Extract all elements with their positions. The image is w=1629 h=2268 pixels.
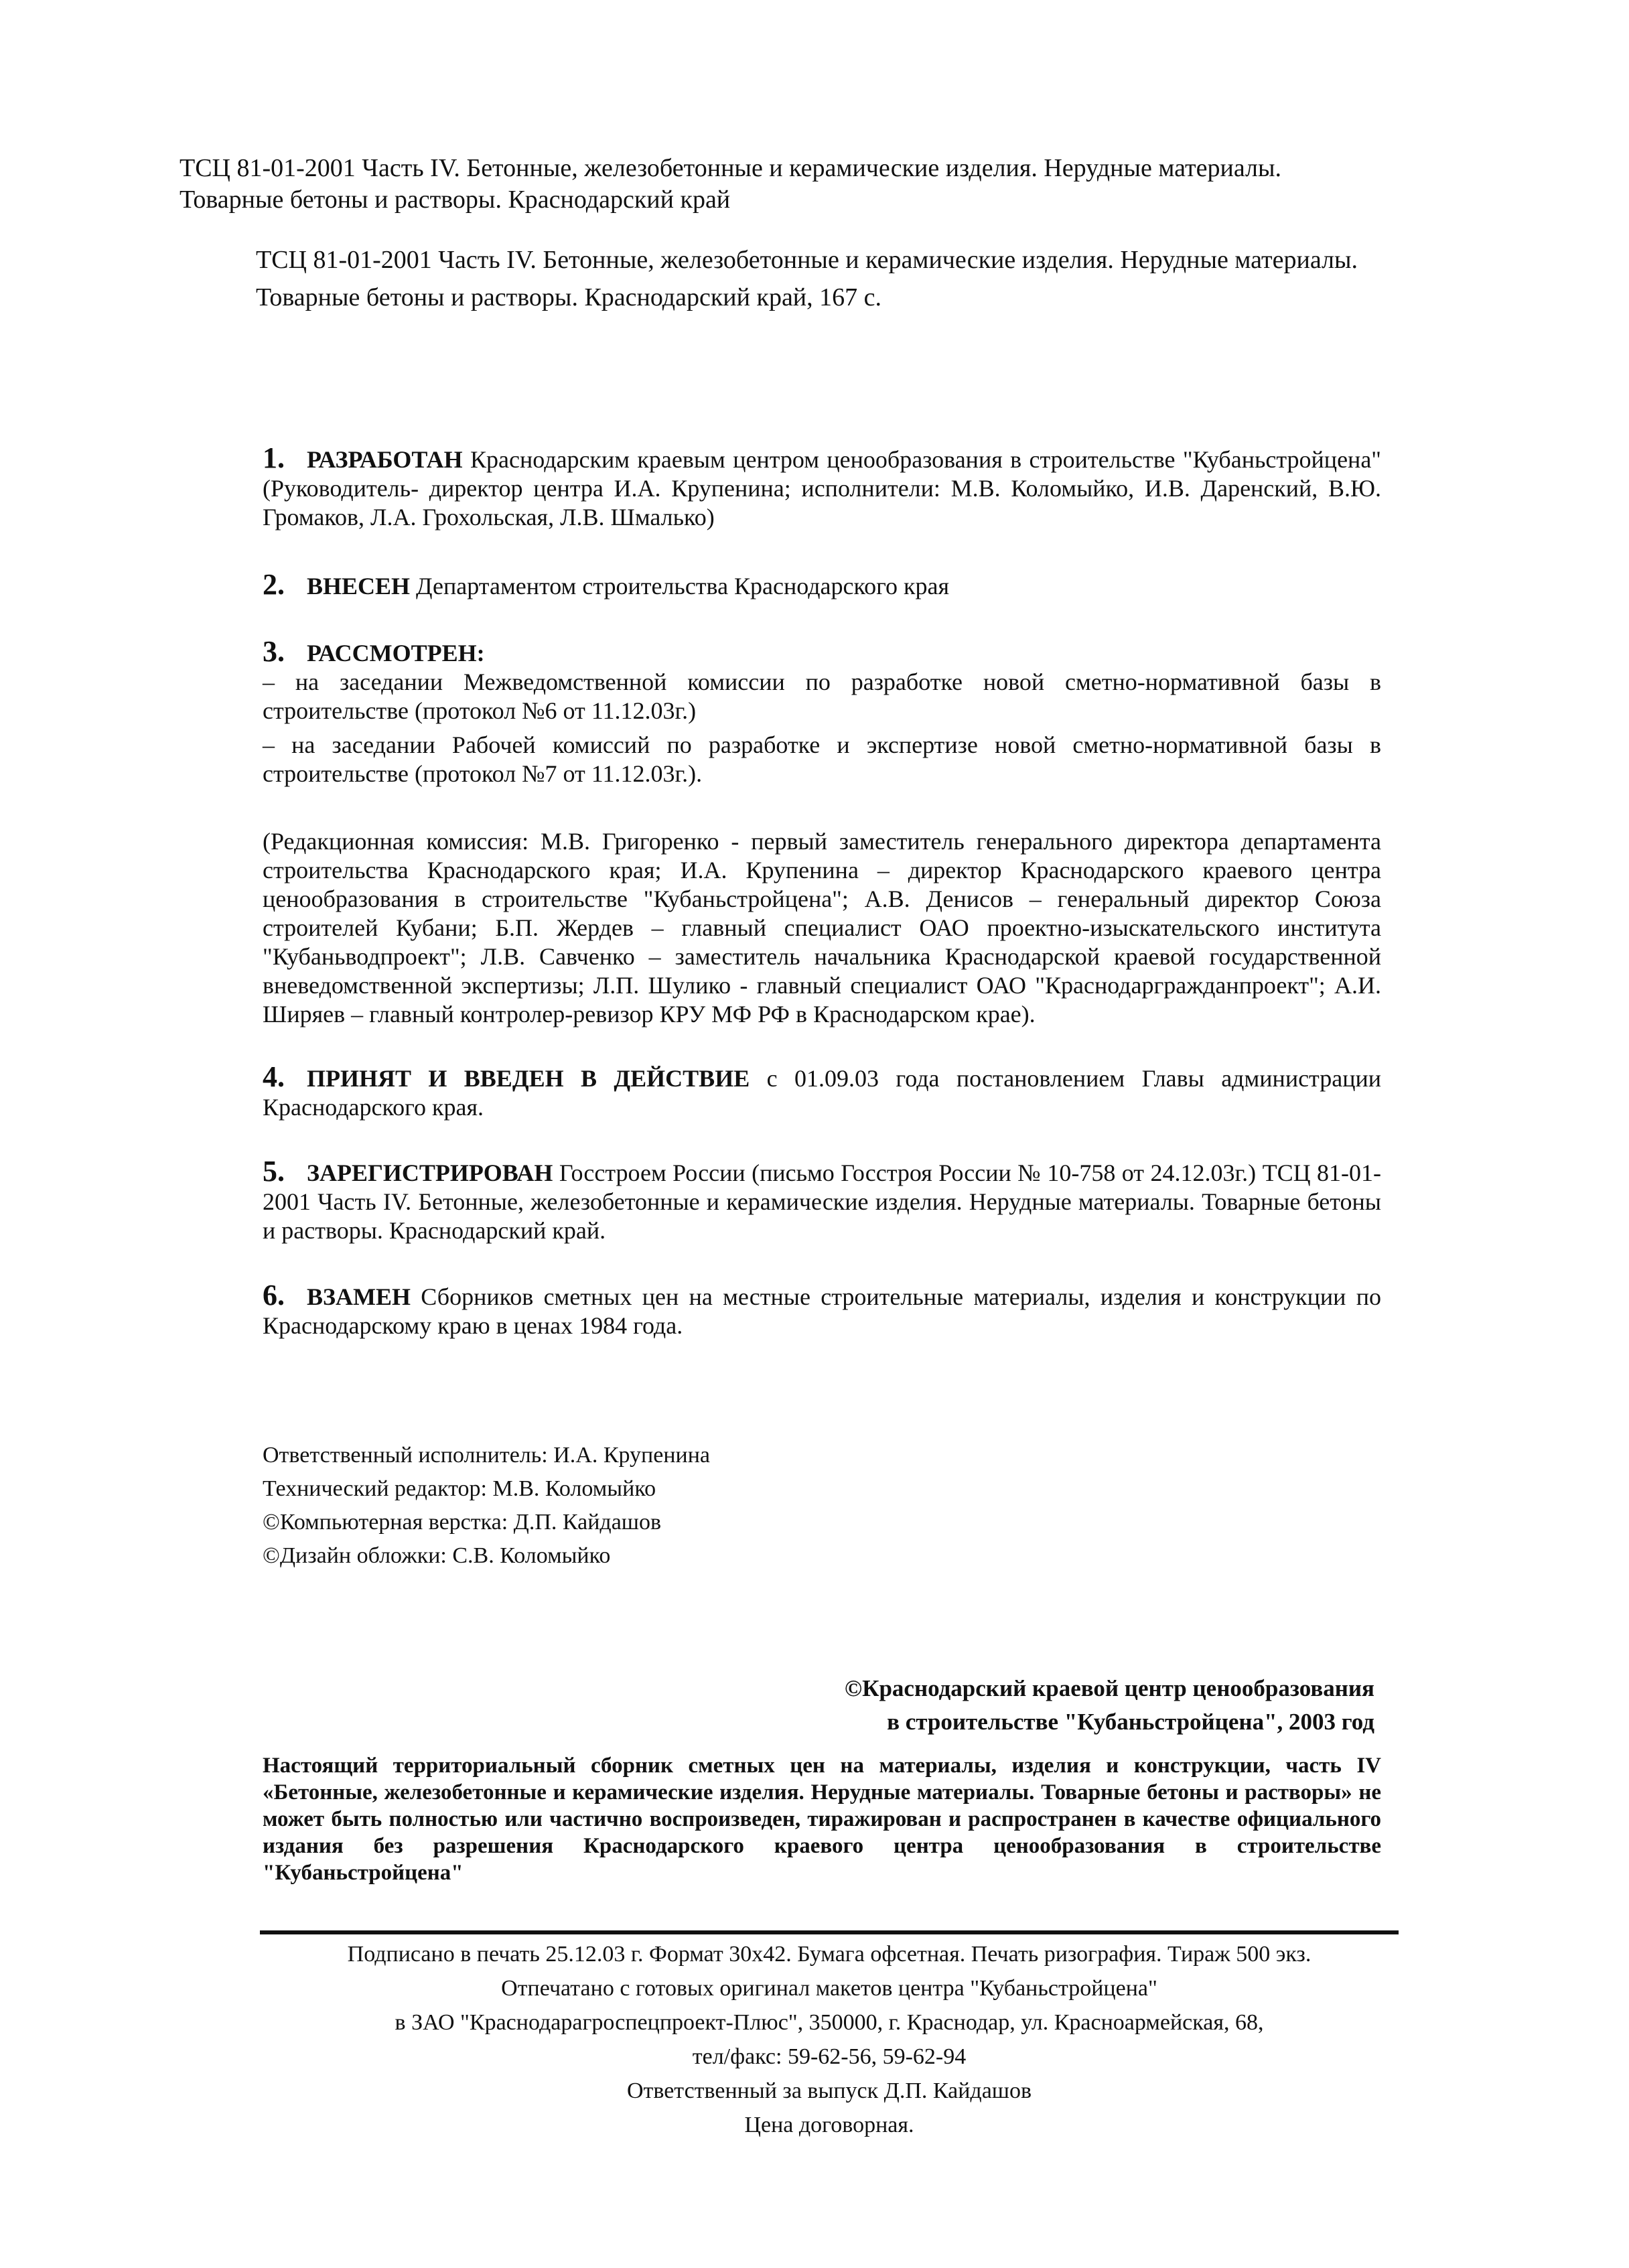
credit-line: ©Компьютерная верстка: Д.П. Кайдашов — [263, 1510, 662, 1535]
section-submitted — [263, 570, 1381, 601]
section-registered — [263, 1157, 1381, 1245]
running-header — [180, 153, 1492, 216]
section-adopted — [263, 1062, 1381, 1122]
section-text: Департаментом строительства Краснодарского края — [410, 573, 950, 599]
section-number: 5. — [263, 1155, 285, 1188]
imprint-line: Подписано в печать 25.12.03 г. Формат 30х42. Бумага офсетная. Печать ризография. Тираж 500 экз. — [347, 1942, 1312, 1967]
section-number: 3. — [263, 635, 285, 668]
section-keyword: ВЗАМЕН — [307, 1283, 411, 1310]
copyright-block — [845, 1672, 1374, 1739]
section-number: 6. — [263, 1279, 285, 1312]
section-number: 4. — [263, 1060, 285, 1093]
imprint-line: Ответственный за выпуск Д.П. Кайдашов — [626, 2078, 1032, 2103]
credit-line: Технический редактор: М.В. Коломыйко — [263, 1476, 656, 1501]
section-text: с 01.09.03 года постановлением Главы администрации Краснодарского края. — [263, 1065, 1382, 1121]
copyright-line-1: ©Краснодарский краевой центр ценообразования — [844, 1675, 1374, 1701]
biblio-line-2: Товарные бетоны и растворы. Краснодарский край, 167 с. — [256, 283, 882, 311]
imprint-line: в ЗАО "Краснодарагроспецпроект-Плюс", 350000, г. Краснодар, ул. Красноармейская, 68, — [395, 2010, 1264, 2035]
section-keyword: РАЗРАБОТАН — [307, 446, 463, 473]
imprint-line: тел/факс: 59-62-56, 59-62-94 — [692, 2044, 967, 2069]
copyright-line-2: в строительстве "Кубаньстройцена", 2003 год — [887, 1709, 1374, 1735]
reproduction-notice: Настоящий территориальный сборник сметных цен на материалы, изделия и конструкции, часть IV «Бетонные, железобетонные и керамические изделия. Нерудные материалы. Товарные бетоны и растворы» не может быть полностью или частично воспроизведен, тиражирован и распространен в качестве официального издания без разрешения Краснодарского краевого центра ценообразования в строительстве "Кубаньстройцена" — [263, 1754, 1381, 1885]
section-developed — [263, 443, 1381, 532]
credit-line: Ответственный исполнитель: И.А. Крупенина — [263, 1443, 711, 1468]
section-replaces — [263, 1281, 1381, 1340]
section-text: Госстроем России (письмо Госстроя России № 10-758 от 24.12.03г.) ТСЦ 81-01-2001 Часть IV. Бетонные, железобетонные и керамические изделия. Нерудные материалы. Товарные бетоны и растворы. Краснодарский край. — [263, 1159, 1381, 1244]
divider-rule — [260, 1930, 1399, 1934]
header-line-1: ТСЦ 81-01-2001 Часть IV. Бетонные, железобетонные и керамические изделия. Нерудные материалы. — [180, 154, 1282, 182]
section-text: Сборников сметных цен на местные строительные материалы, изделия и конструкции по Краснодарскому краю в ценах 1984 года. — [263, 1283, 1381, 1339]
section-number: 2. — [263, 568, 285, 601]
section-reviewed — [263, 637, 1381, 794]
section-keyword: ПРИНЯТ И ВВЕДЕН В ДЕЙСТВИЕ — [307, 1065, 750, 1092]
section-keyword: ВНЕСЕН — [307, 573, 411, 599]
section-keyword: РАССМОТРЕН: — [307, 640, 485, 666]
header-line-2: Товарные бетоны и растворы. Краснодарский край — [180, 186, 731, 214]
imprint-block — [260, 1937, 1399, 2142]
biblio-line-1: ТСЦ 81-01-2001 Часть IV. Бетонные, железобетонные и керамические изделия. Нерудные материалы. — [256, 246, 1358, 274]
imprint-line: Отпечатано с готовых оригинал макетов центра "Кубаньстройцена" — [501, 1976, 1157, 2001]
imprint-line: Цена договорная. — [744, 2113, 914, 2137]
section-keyword: ЗАРЕГИСТРИРОВАН — [307, 1159, 553, 1186]
credit-line: ©Дизайн обложки: С.В. Коломыйко — [263, 1543, 611, 1568]
section-number: 1. — [263, 441, 285, 474]
section-text: Краснодарским краевым центром ценообразования в строительстве "Кубаньстройцена" (Руководитель- директор центра И.А. Крупенина; исполнители: М.В. Коломыйко, И.В. Даренский, В.Ю. Громаков, Л.А. Грохольская, Л.В. Шмалько) — [263, 446, 1381, 530]
bibliographic-record — [256, 241, 1435, 316]
credits-block — [263, 1439, 1066, 1573]
editorial-commission: (Редакционная комиссия: М.В. Григоренко - первый заместитель генерального директора департамента строительства Краснодарского края; И.А. Крупенина – директор Краснодарского краевого центра ценообразования в строительстве "Кубаньстройцена"; А.В. Денисов – генеральный директор Союза строителей Кубани; Б.П. Жердев – главный специалист ОАО проектно-изыскательского института "Кубаньводпроект"; Л.В. Савченко – заместитель начальника Краснодарской краевой государственной вневедомственной экспертизы; Л.П. Шулико - главный специалист ОАО "Краснодаргражданпроект"; А.И. Ширяев – главный контролер-ревизор КРУ МФ РФ в Краснодарском крае). — [263, 828, 1381, 1027]
review-item-1: – на заседании Межведомственной комиссии по разработке новой сметно-нормативной базы в строительстве (протокол №6 от 11.12.03г.) — [263, 668, 1381, 724]
review-item-2: – на заседании Рабочей комиссий по разработке и экспертизе новой сметно-нормативной базы в строительстве (протокол №7 от 11.12.03г.). — [263, 731, 1381, 787]
